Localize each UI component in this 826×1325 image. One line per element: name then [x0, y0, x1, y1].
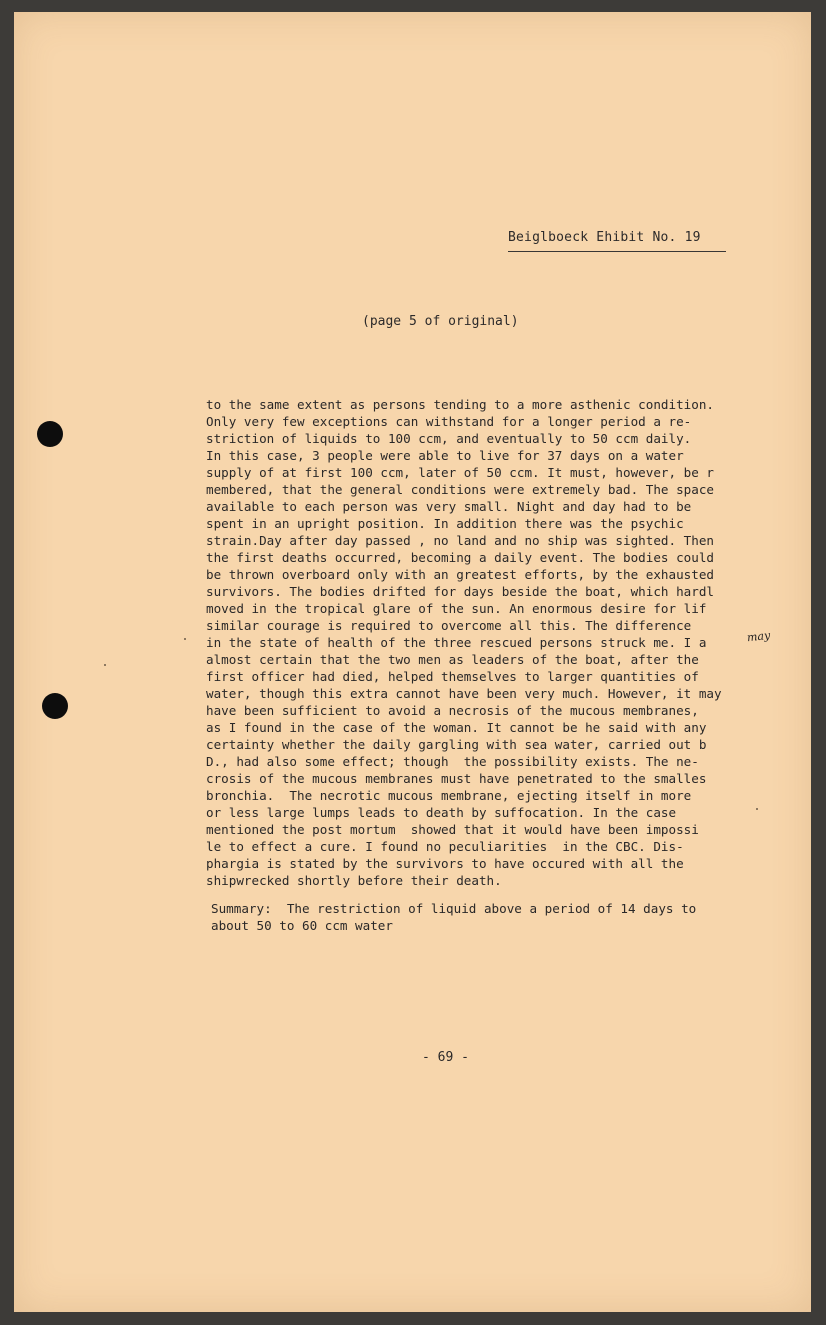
exhibit-label: Beiglboeck Ehibit No. 19 — [508, 230, 726, 252]
handwritten-margin-note: may — [746, 628, 771, 645]
summary-text — [211, 900, 781, 934]
text-line: water, though this extra cannot have been very much. However, it may — [206, 686, 722, 701]
page-number: - 69 - — [422, 1050, 469, 1065]
text-line: first officer had died, helped themselves to larger quantities of — [206, 669, 699, 684]
text-line: Only very few exceptions can withstand for a longer period a re- — [206, 414, 692, 429]
text-line: available to each person was very small. Night and day had to be — [206, 499, 692, 514]
text-line: spent in an upright position. In addition there was the psychic — [206, 516, 684, 531]
text-line: moved in the tropical glare of the sun. An enormous desire for lif — [206, 601, 707, 616]
document-page — [14, 12, 811, 1312]
text-line: be thrown overboard only with an greatest efforts, by the exhausted — [206, 567, 714, 582]
text-line: similar courage is required to overcome all this. The difference — [206, 618, 692, 633]
text-line: In this case, 3 people were able to live for 37 days on a water — [206, 448, 684, 463]
text-line: shipwrecked shortly before their death. — [206, 873, 502, 888]
text-line: or less large lumps leads to death by suffocation. In the case — [206, 805, 677, 820]
text-line: to the same extent as persons tending to a more asthenic condition. — [206, 397, 714, 412]
text-line: le to effect a cure. I found no peculiarities in the CBC. Dis- — [206, 839, 684, 854]
text-line: almost certain that the two men as leaders of the boat, after the — [206, 652, 699, 667]
text-line: as I found in the case of the woman. It cannot be he said with any — [206, 720, 707, 735]
text-line: survivors. The bodies drifted for days beside the boat, which hardl — [206, 584, 714, 599]
text-line: D., had also some effect; though the possibility exists. The ne- — [206, 754, 699, 769]
punch-hole-bottom — [42, 693, 68, 719]
page-of-original: (page 5 of original) — [362, 314, 519, 329]
text-line: bronchia. The necrotic mucous membrane, ejecting itself in more — [206, 788, 692, 803]
text-line: have been sufficient to avoid a necrosis of the mucous membranes, — [206, 703, 699, 718]
text-line: phargia is stated by the survivors to have occured with all the — [206, 856, 684, 871]
text-line: in the state of health of the three rescued persons struck me. I a — [206, 635, 707, 650]
text-line: about 50 to 60 ccm water — [211, 918, 393, 933]
text-line: strain.Day after day passed , no land and no ship was sighted. Then — [206, 533, 714, 548]
paper-speck — [756, 808, 758, 810]
text-line: the first deaths occurred, becoming a daily event. The bodies could — [206, 550, 714, 565]
punch-hole-top — [37, 421, 63, 447]
paper-speck — [104, 664, 106, 666]
body-text — [206, 396, 776, 889]
text-line: striction of liquids to 100 ccm, and eventually to 50 ccm daily. — [206, 431, 692, 446]
text-line: membered, that the general conditions were extremely bad. The space — [206, 482, 714, 497]
paper-speck — [184, 638, 186, 640]
text-line: Summary: The restriction of liquid above a period of 14 days to — [211, 901, 697, 916]
text-line: mentioned the post mortum showed that it would have been impossi — [206, 822, 699, 837]
text-line: crosis of the mucous membranes must have penetrated to the smalles — [206, 771, 707, 786]
text-line: certainty whether the daily gargling with sea water, carried out b — [206, 737, 707, 752]
text-line: supply of at first 100 ccm, later of 50 ccm. It must, however, be r — [206, 465, 714, 480]
